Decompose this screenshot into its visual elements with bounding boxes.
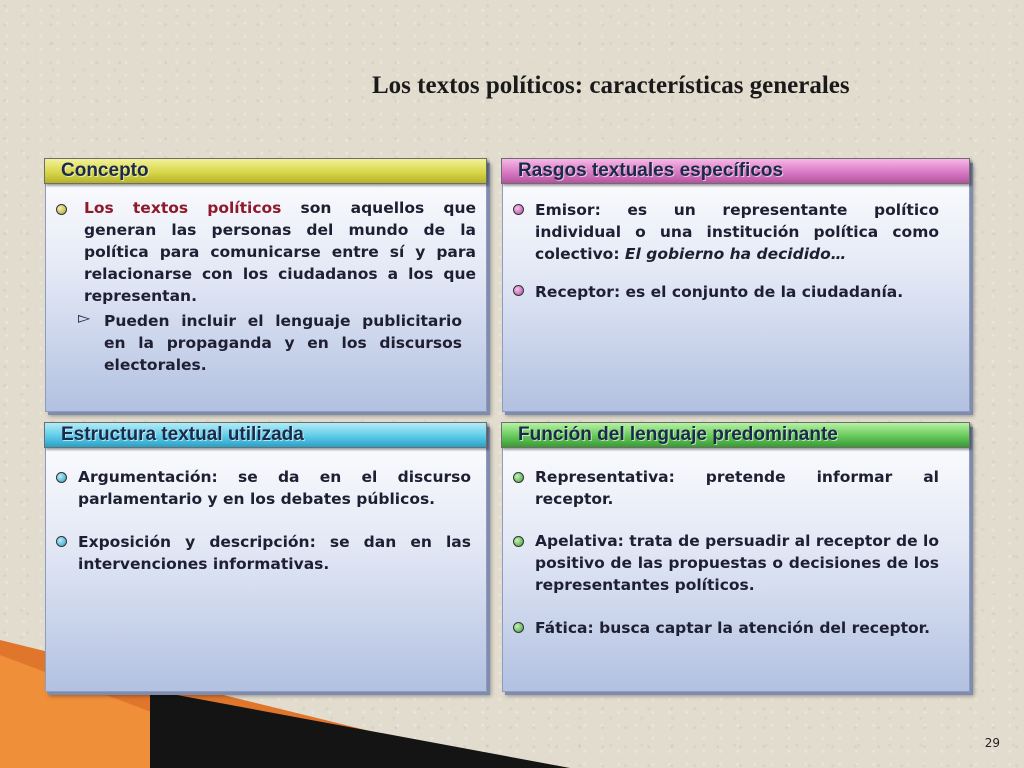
panel-header-rasgos: Rasgos textuales específicos xyxy=(501,158,970,184)
funcion-item: Fática: busca captar la atención del receptor. xyxy=(535,619,930,637)
panel-header-estructura: Estructura textual utilizada xyxy=(44,422,487,448)
rasgos-emisor-example: El gobierno ha decidido… xyxy=(624,245,847,263)
bullet-icon xyxy=(56,204,67,215)
bullet-icon xyxy=(56,472,67,483)
estructura-item: Argumentación: se da en el discurso parlamentario y en los debates públicos. xyxy=(78,468,471,508)
bullet-icon xyxy=(513,622,524,633)
estructura-item: Exposición y descripción: se dan en las intervenciones informativas. xyxy=(78,533,471,573)
rasgos-emisor xyxy=(535,199,939,265)
page-number: 29 xyxy=(984,736,1000,750)
concepto-definition-text: son aquellos que generan las personas del mundo de la política para comunicarse entre sí y para relacionarse con los ciudadanos a los que representan. xyxy=(84,199,476,305)
panel-rasgos xyxy=(502,160,970,412)
panel-funcion xyxy=(502,424,970,692)
concepto-definition xyxy=(84,197,476,307)
bullet-icon xyxy=(513,285,524,296)
decorative-black-band xyxy=(150,690,570,768)
rasgos-receptor: Receptor: es el conjunto de la ciudadanía. xyxy=(535,283,904,301)
arrow-bullet-icon: ▻ xyxy=(78,308,91,327)
rasgos-emisor-text: Emisor: es un representante político individual o una institución política como colectivo: xyxy=(535,201,939,263)
funcion-item: Apelativa: trata de persuadir al receptor de lo positivo de las propuestas o decisiones de los representantes políticos. xyxy=(535,532,939,594)
bullet-icon xyxy=(56,536,67,547)
bullet-icon xyxy=(513,204,524,215)
concepto-highlight: Los textos políticos xyxy=(84,199,282,217)
bullet-icon xyxy=(513,472,524,483)
bullet-icon xyxy=(513,536,524,547)
panel-header-concepto: Concepto xyxy=(44,158,487,184)
panel-concepto xyxy=(45,160,487,412)
panel-estructura xyxy=(45,424,487,692)
slide-title: Los textos políticos: características generales xyxy=(372,72,850,99)
concepto-subpoint: Pueden incluir el lenguaje publicitario en la propaganda y en los discursos electorales. xyxy=(104,312,462,374)
panel-header-funcion: Función del lenguaje predominante xyxy=(501,422,970,448)
funcion-item: Representativa: pretende informar al receptor. xyxy=(535,468,939,508)
